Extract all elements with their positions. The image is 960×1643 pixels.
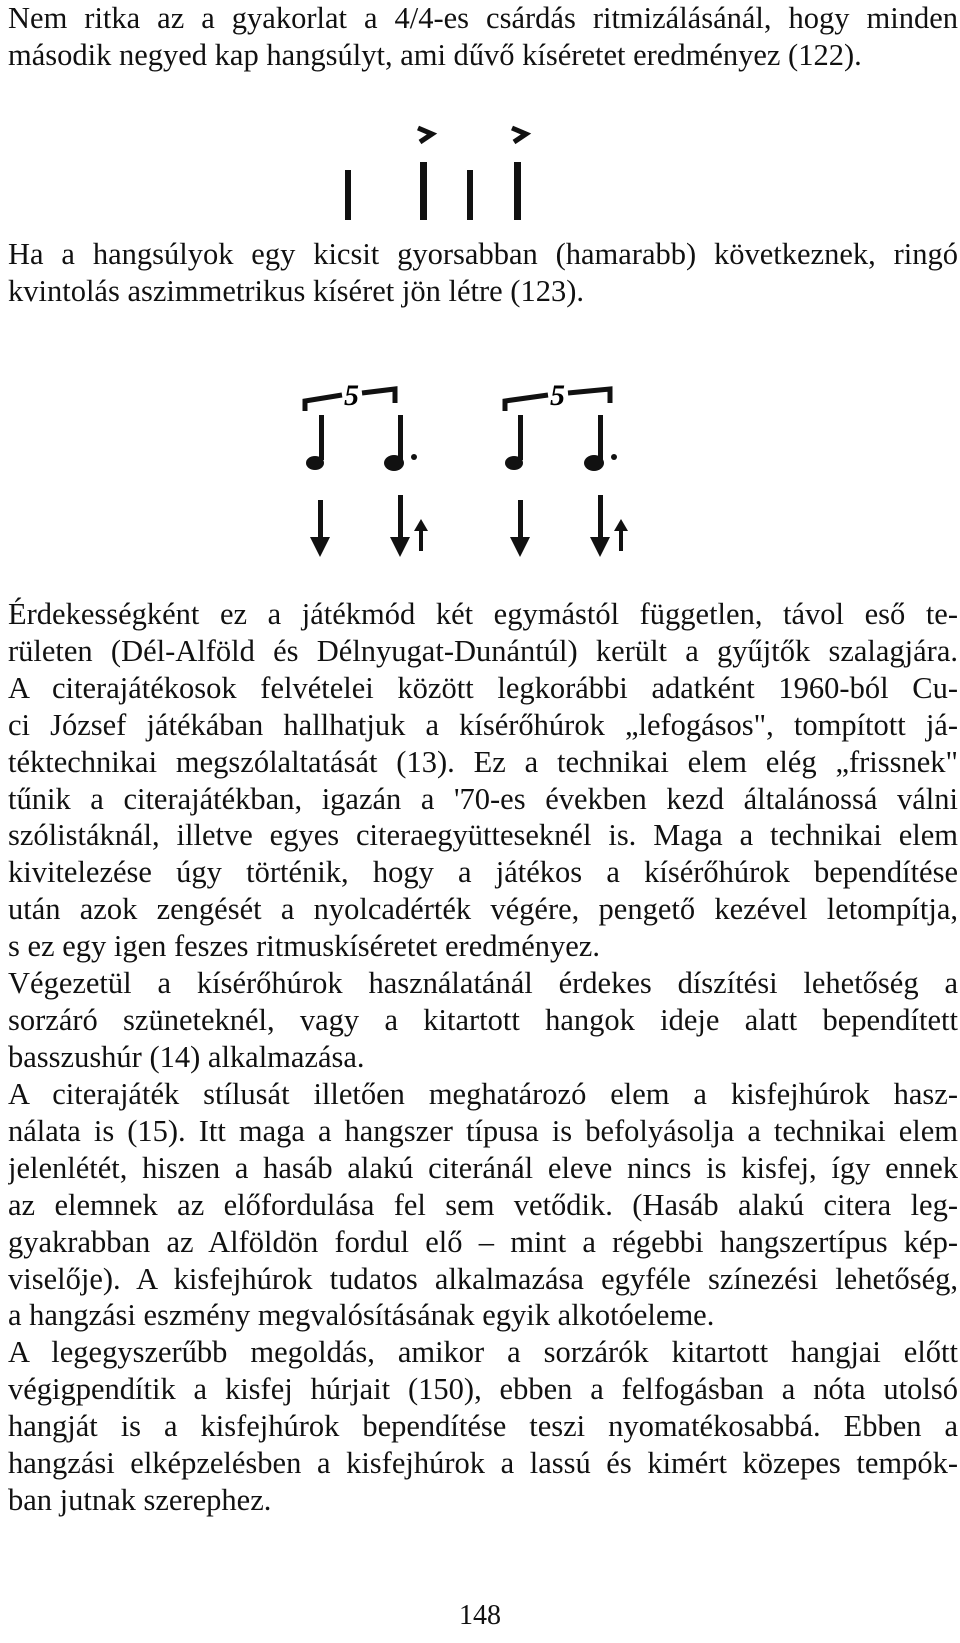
up-arrow-mark bbox=[414, 519, 428, 551]
down-arrow-mark bbox=[510, 500, 530, 557]
paragraph-3 bbox=[8, 596, 958, 965]
paragraph-3-line-6: tűnik a citerajátékban, igazán a '70-es években kezd általánossá válni bbox=[8, 781, 958, 816]
paragraph-2-line-2: kvintolás aszimmetrikus kíséret jön létre (123). bbox=[8, 273, 584, 308]
paragraph-2-line-1: Ha a hangsúlyok egy kicsit gyorsabban (hamarabb) következnek, ringó bbox=[8, 237, 958, 271]
dotted-quarter-note bbox=[384, 415, 417, 471]
paragraph-6-line-2: végigpendítik a kisfej húrjait (150), ebben a felfogásban a nóta utolsó bbox=[8, 1371, 958, 1406]
up-arrow-mark bbox=[614, 519, 628, 551]
down-arrow-mark bbox=[590, 495, 610, 557]
paragraph-3-line-8: kivitelezése úgy történik, hogy a játékos a kísérőhúrok bependítése bbox=[8, 855, 958, 890]
rhythm-figure-122 bbox=[0, 110, 960, 230]
tuplet-label: 5 bbox=[344, 379, 359, 412]
paragraph-3-line-9: után azok zengését a nyolcadérték végére, pengető kezével letompítja, bbox=[8, 892, 958, 927]
paragraph-5-line-2: nálata is (15). Itt maga a hangszer típusa is befolyásolja a technikai elem bbox=[8, 1113, 958, 1148]
stem-mark bbox=[467, 170, 473, 220]
dotted-quarter-note bbox=[584, 415, 617, 471]
paragraph-6-line-5: ban jutnak szerephez. bbox=[8, 1482, 272, 1517]
paragraph-4-line-2: sorzáró szüneteknél, vagy a kitartott hangok ideje alatt bependített bbox=[8, 1002, 958, 1037]
paragraph-3-line-5: téktechnikai megszólaltatását (13). Ez a technikai elem elég „frissnek" bbox=[8, 744, 958, 779]
paragraph-6 bbox=[8, 1334, 958, 1519]
paragraph-4-line-1: Végezetül a kísérőhúrok használatánál érdekes díszítési lehetőség a bbox=[8, 966, 958, 1000]
paragraph-5 bbox=[8, 1076, 958, 1334]
paragraph-5-line-3: jelenlétét, hiszen a hasáb alakú citeránál eleve nincs is kisfej, így ennek bbox=[8, 1150, 958, 1185]
paragraph-5-line-6: viselője). A kisfejhúrok tudatos alkalmazása egyféle színezési lehetőség, bbox=[8, 1261, 958, 1296]
down-arrow-mark bbox=[310, 500, 330, 557]
paragraph-3-line-10: s ez egy igen feszes ritmuskíséretet eredményez. bbox=[8, 929, 600, 964]
down-arrow-mark bbox=[390, 495, 410, 557]
page-number: 148 bbox=[459, 1600, 501, 1631]
paragraph-6-line-1: A legegyszerűbb megoldás, amikor a sorzárók kitartott hangjai előtt bbox=[8, 1335, 958, 1369]
paragraph-3-line-7: szólistáknál, illetve egyes citeraegyütteseknél is. Maga a technikai elem bbox=[8, 818, 958, 853]
accent-mark bbox=[418, 128, 432, 142]
paragraph-5-line-7: a hangzási eszmény megvalósításának egyik alkotóeleme. bbox=[8, 1298, 715, 1333]
paragraph-5-line-4: az elemnek az előfordulása fel sem vetődik. (Hasáb alakú citera leg- bbox=[8, 1187, 958, 1222]
paragraph-5-line-5: gyakrabban az Alföldön fordul elő – mint a régebbi hangszertípus kép- bbox=[8, 1224, 958, 1259]
rhythm-figure-123 bbox=[0, 375, 960, 585]
paragraph-4-line-3: basszushúr (14) alkalmazása. bbox=[8, 1039, 365, 1074]
quarter-note bbox=[306, 415, 324, 470]
paragraph-3-line-1: Érdekességként ez a játékmód két egymástól független, távol eső te- bbox=[8, 597, 958, 631]
paragraph-1 bbox=[8, 0, 958, 74]
paragraph-4 bbox=[8, 965, 958, 1076]
paragraph-3-line-4: ci József játékában hallhatjuk a kísérőhúrok „lefogásos", tompított já- bbox=[8, 707, 958, 742]
paragraph-3-line-2: rületen (Dél-Alföld és Délnyugat-Dunántúl) került a gyűjtők szalagjára. bbox=[8, 633, 958, 668]
paragraph-3-line-3: A citerajátékosok felvételei között legkorábbi adatként 1960-ból Cu- bbox=[8, 670, 958, 705]
stem-mark bbox=[420, 162, 427, 220]
stem-mark bbox=[345, 170, 351, 220]
quarter-note bbox=[505, 415, 523, 470]
paragraph-1-line-2: második negyed kap hangsúlyt, ami dűvő kíséretet eredményez (122). bbox=[8, 37, 862, 72]
paragraph-6-line-3: hangját is a kisfejhúrok bependítése teszi nyomatékosabbá. Ebben a bbox=[8, 1408, 958, 1443]
paragraph-2 bbox=[8, 236, 958, 310]
paragraph-6-line-4: hangzási elképzelésben a kisfejhúrok a lassú és kimért közepes tempók- bbox=[8, 1445, 958, 1480]
tuplet-label: 5 bbox=[550, 379, 565, 412]
paragraph-1-line-1: Nem ritka az a gyakorlat a 4/4-es csárdás ritmizálásánál, hogy minden bbox=[8, 1, 958, 35]
accent-mark bbox=[512, 128, 526, 142]
paragraph-5-line-1: A citerajáték stílusát illetően meghatározó elem a kisfejhúrok hasz- bbox=[8, 1077, 958, 1111]
stem-mark bbox=[514, 162, 521, 220]
